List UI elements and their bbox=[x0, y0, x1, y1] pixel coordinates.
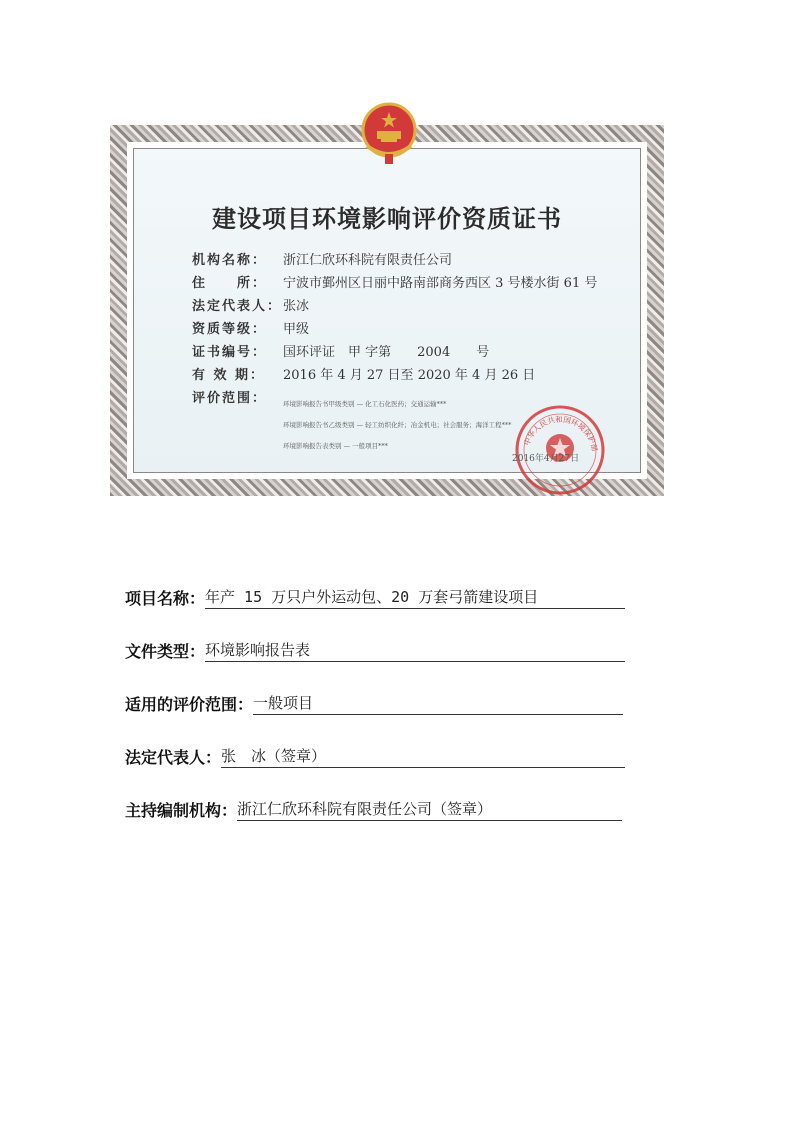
cert-row-validity: 有 效 期： 2016 年 4 月 27 日至 2020 年 4 月 26 日 bbox=[192, 368, 536, 383]
national-emblem-icon bbox=[357, 98, 421, 166]
scope-line: 环境影响报告书乙级类别 — 轻工纺织化纤；冶金机电；社会服务；海洋工程*** bbox=[283, 421, 512, 429]
cert-row-name: 机构名称： 浙江仁欣环科院有限责任公司 bbox=[192, 253, 453, 268]
scope-line: 环境影响报告表类别 — 一般项目*** bbox=[283, 442, 388, 450]
certificate-fields bbox=[192, 249, 597, 410]
scope-line: 环境影响报告书甲级类别 — 化工石化医药；交通运输*** bbox=[283, 400, 447, 408]
scope-lines bbox=[283, 394, 511, 457]
cert-row-legal-rep: 法定代表人： 张冰 bbox=[192, 299, 310, 314]
info-row-project-name: 项目名称： 年产 15 万只户外运动包、20 万套弓箭建设项目 bbox=[125, 556, 645, 609]
certificate-title: 建设项目环境影响评价资质证书 bbox=[212, 204, 562, 233]
certificate-image bbox=[110, 125, 664, 496]
seal-date: 2016年4月27日 bbox=[512, 454, 580, 464]
certificate-panel bbox=[133, 148, 641, 473]
cert-row-scope: 评价范围： bbox=[192, 391, 268, 406]
cert-row-address: 住 所： 宁波市鄞州区日丽中路南部商务西区 3 号楼水街 61 号 bbox=[192, 276, 598, 291]
official-seal-icon bbox=[514, 404, 606, 496]
cert-row-grade: 资质等级： 甲级 bbox=[192, 322, 310, 337]
info-row-legal-rep: 法定代表人： 张 冰（签章） bbox=[125, 715, 645, 768]
info-row-file-type: 文件类型： 环境影响报告表 bbox=[125, 609, 645, 662]
seal-text: 中华人民共和国环境保护部 bbox=[522, 414, 600, 453]
cert-row-number: 证书编号： 国环评证 甲 字第 2004 号 bbox=[192, 345, 490, 360]
info-row-organization: 主持编制机构： 浙江仁欣环科院有限责任公司（签章） bbox=[125, 768, 645, 821]
info-row-scope: 适用的评价范围： 一般项目 bbox=[125, 662, 645, 715]
report-info bbox=[125, 556, 645, 821]
